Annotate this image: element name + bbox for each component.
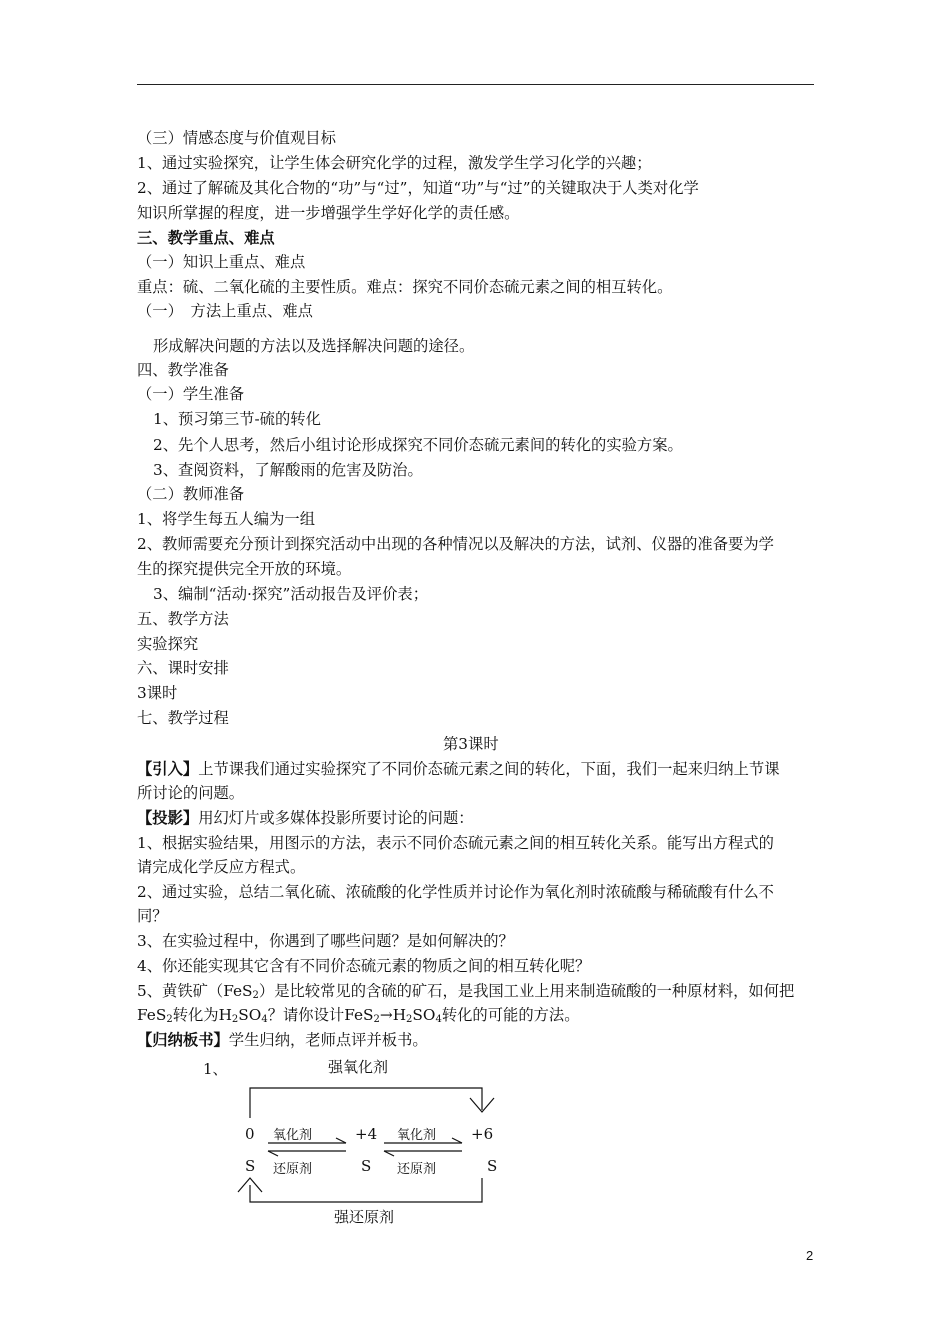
sulfur-symbol: S: [487, 1157, 498, 1175]
section-heading: 六、课时安排: [137, 659, 229, 677]
oxidant-label: 氧化剂: [397, 1128, 437, 1143]
section-heading: 五、教学方法: [137, 610, 229, 628]
text-line: （一）学生准备: [137, 385, 245, 403]
text-line: 3、查阅资料，了解酸雨的危害及防治。: [153, 461, 423, 479]
valence-plus4: +4: [355, 1125, 378, 1143]
reductant-label: 还原剂: [273, 1162, 313, 1177]
section-heading: 三、教学重点、难点: [137, 229, 275, 247]
question-1: 1、根据实验结果，用图示的方法，表示不同价态硫元素之间的相互转化关系。能写出方程式的: [137, 834, 774, 852]
strong-oxidant-label: 强氧化剂: [328, 1058, 389, 1076]
question-5-cont: FeS$_2$转化为$H_2SO_4$？请你设计$FeS_2\to H_2SO_4$转化的可能的方法。: [137, 1006, 580, 1025]
section-heading: 七、教学过程: [137, 709, 229, 727]
question-4: 4、你还能实现其它含有不同价态硫元素的物质之间的相互转化呢？: [137, 957, 591, 975]
question-2-cont: 同？: [137, 907, 168, 925]
text-line: 1、通过实验探究，让学生体会研究化学的过程，激发学生学习化学的兴趣；: [137, 154, 652, 172]
text-line: 生的探究提供完全开放的环境。: [137, 560, 352, 578]
text-line: 1、预习第三节-硫的转化: [153, 410, 321, 428]
intro-text: 上节课我们通过实验探究了不同价态硫元素之间的转化，下面，我们一起来归纳上节课: [198, 760, 780, 778]
question-1-cont: 请完成化学反应方程式。: [137, 858, 306, 876]
text-line: 实验探究: [137, 635, 199, 653]
text-line: 2、通过了解硫及其化合物的“功”与“过”，知道“功”与“过”的关键取决于人类对化学: [137, 179, 699, 197]
projection-tag: 【投影】: [137, 809, 199, 827]
valence-0: 0: [245, 1125, 255, 1143]
text-line: 2、教师需要充分预计到探究活动中出现的各种情况以及解决的方法，试剂、仪器的准备要为学: [137, 535, 774, 553]
diagram-number: 1、: [203, 1060, 228, 1078]
section-heading: 四、教学准备: [137, 361, 229, 379]
text-line: （一）知识上重点、难点: [137, 253, 306, 271]
bottom-bracket: [250, 1178, 482, 1202]
question-5: 5、黄铁矿（FeS$_2$）是比较常见的含硫的矿石，是我国工业上用来制造硫酸的一种原材料，如何把: [137, 982, 795, 1001]
sulfur-symbol: S: [245, 1157, 256, 1175]
text-line: 重点：硫、二氧化硫的主要性质。难点：探究不同价态硫元素之间的相互转化。: [137, 278, 673, 296]
text-line: （二）教师准备: [137, 485, 245, 503]
summary-tag: 【归纳板书】: [137, 1031, 229, 1049]
question-3: 3、在实验过程中，你遇到了哪些问题？是如何解决的？: [137, 932, 514, 950]
page-number: 2: [806, 1248, 814, 1263]
text-line: 3课时: [137, 684, 178, 702]
intro-tag: 【引入】: [137, 760, 199, 778]
top-bracket: [250, 1088, 482, 1118]
question-2: 2、通过实验，总结二氧化硫、浓硫酸的化学性质并讨论作为氧化剂时浓硫酸与稀硫酸有什么不: [137, 883, 774, 901]
text-line: （一） 方法上重点、难点: [137, 302, 313, 320]
reductant-label: 还原剂: [397, 1162, 437, 1177]
text-line: 3、编制“活动·探究”活动报告及评价表；: [153, 585, 428, 603]
lesson-title: 第3课时: [443, 735, 499, 753]
text-line: 所讨论的问题。: [137, 784, 245, 802]
sulfur-symbol: S: [361, 1157, 372, 1175]
text-line: 知识所掌握的程度，进一步增强学生学好化学的责任感。: [137, 204, 520, 222]
projection-text: 用幻灯片或多媒体投影所要讨论的问题：: [198, 809, 474, 827]
text-line: 2、先个人思考，然后小组讨论形成探究不同价态硫元素间的转化的实验方案。: [153, 436, 683, 454]
oxidant-label: 氧化剂: [273, 1128, 313, 1143]
strong-reductant-label: 强还原剂: [334, 1208, 395, 1226]
text-line: 形成解决问题的方法以及选择解决问题的途径。: [153, 337, 475, 355]
valence-plus6: +6: [471, 1125, 494, 1143]
summary-text: 学生归纳，老师点评并板书。: [228, 1031, 428, 1049]
text-line: （三）情感态度与价值观目标: [137, 129, 336, 147]
text-line: 1、将学生每五人编为一组: [137, 510, 315, 528]
